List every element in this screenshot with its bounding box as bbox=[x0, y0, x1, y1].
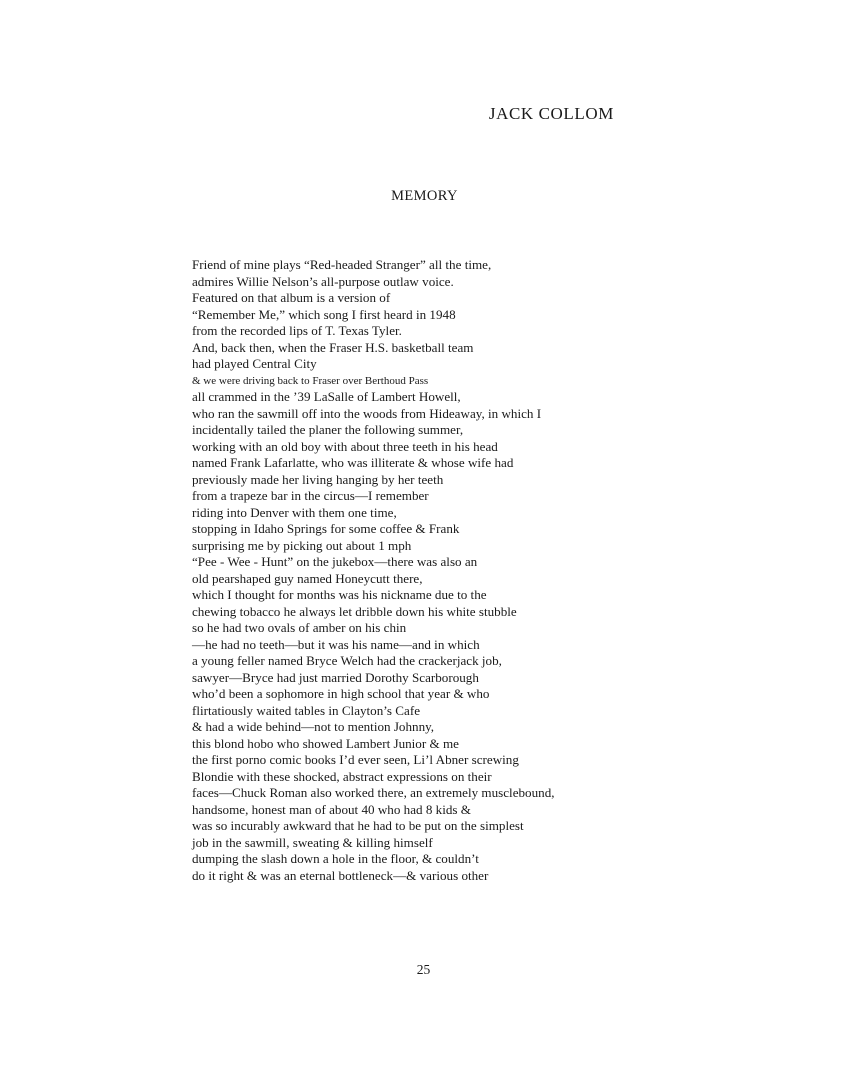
poem-line: named Frank Lafarlatte, who was illiterate & whose wife had bbox=[192, 455, 514, 470]
poem-line: admires Willie Nelson’s all-purpose outlaw voice. bbox=[192, 273, 454, 289]
poem-line: dumping the slash down a hole in the floor, & couldn’t bbox=[192, 851, 479, 866]
poem-line: job in the sawmill, sweating & killing himself bbox=[192, 834, 433, 850]
poem-line: And, back then, when the Fraser H.S. basketball team bbox=[192, 339, 474, 355]
poem-line: chewing tobacco he always let dribble down his white stubble bbox=[192, 603, 517, 619]
poem-line: this blond hobo who showed Lambert Junior & me bbox=[192, 735, 459, 751]
poem-line: previously made her living hanging by her teeth bbox=[192, 471, 444, 487]
poem-line: flirtatiously waited tables in Clayton’s Cafe bbox=[192, 702, 421, 718]
poem-line: Featured on that album is a version of bbox=[192, 290, 391, 305]
poem-line: faces—Chuck Roman also worked there, an extremely musclebound, bbox=[192, 785, 555, 800]
poem-line: & we were driving back to Fraser over Berthoud Pass bbox=[192, 374, 429, 387]
poem-line: “Pee - Wee - Hunt” on the jukebox—there was also an bbox=[192, 554, 478, 569]
author-name: JACK COLLOM bbox=[488, 104, 614, 123]
poem-body bbox=[192, 257, 555, 884]
poem-line: Friend of mine plays “Red-headed Stranger” all the time, bbox=[192, 257, 492, 272]
poem-line: —he had no teeth—but it was his name—and in which bbox=[192, 636, 480, 652]
poem-line: do it right & was an eternal bottleneck—& various other bbox=[192, 867, 489, 883]
poem-line: Blondie with these shocked, abstract expressions on their bbox=[192, 768, 492, 784]
poem-line: handsome, honest man of about 40 who had 8 kids & bbox=[192, 801, 471, 817]
poem-line: & had a wide behind—not to mention Johnny, bbox=[192, 719, 435, 734]
poem-line: who’d been a sophomore in high school that year & who bbox=[192, 686, 490, 701]
poem-line: which I thought for months was his nickname due to the bbox=[192, 587, 487, 602]
poem-title: MEMORY bbox=[391, 188, 458, 204]
page-number: 25 bbox=[416, 962, 431, 977]
poem-line: old pearshaped guy named Honeycutt there, bbox=[192, 570, 423, 586]
poem-line: from the recorded lips of T. Texas Tyler. bbox=[192, 323, 402, 338]
poem-line: had played Central City bbox=[192, 356, 317, 371]
poem-line: surprising me by picking out about 1 mph bbox=[192, 537, 412, 553]
poem-line: “Remember Me,” which song I first heard in 1948 bbox=[192, 306, 456, 322]
poem-line: stopping in Idaho Springs for some coffee & Frank bbox=[192, 521, 460, 536]
poem-line: working with an old boy with about three teeth in his head bbox=[192, 438, 498, 454]
poem-line: all crammed in the ’39 LaSalle of Lambert Howell, bbox=[192, 389, 461, 404]
poem-line: who ran the sawmill off into the woods from Hideaway, in which I bbox=[192, 405, 542, 421]
poem-line: incidentally tailed the planer the following summer, bbox=[192, 422, 464, 437]
poem-line: the first porno comic books I’d ever seen, Li’l Abner screwing bbox=[192, 752, 519, 767]
poem-line: a young feller named Bryce Welch had the crackerjack job, bbox=[192, 653, 502, 668]
poem-line: sawyer—Bryce had just married Dorothy Scarborough bbox=[192, 669, 479, 685]
poem-line: was so incurably awkward that he had to be put on the simplest bbox=[192, 818, 524, 833]
poem-line: so he had two ovals of amber on his chin bbox=[192, 620, 407, 635]
poem-line: from a trapeze bar in the circus—I remember bbox=[192, 488, 429, 503]
poem-line: riding into Denver with them one time, bbox=[192, 504, 397, 520]
